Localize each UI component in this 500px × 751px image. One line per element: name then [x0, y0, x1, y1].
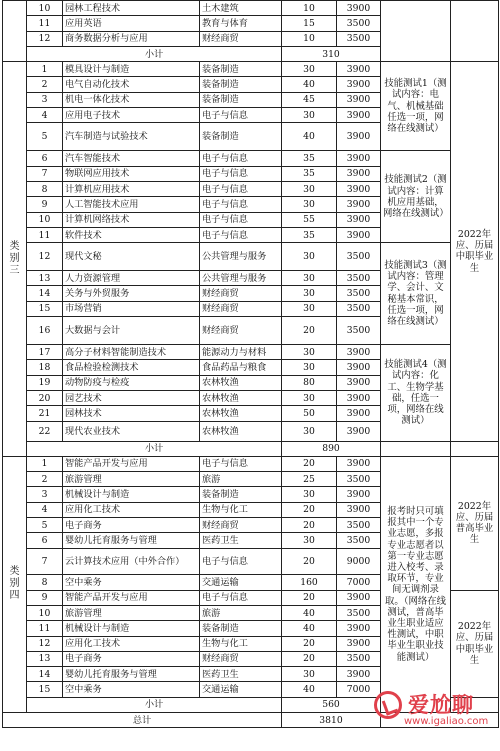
major-category-cell: 装备制造 [200, 62, 282, 77]
table-row [3, 62, 499, 77]
major-category-cell: 土木建筑 [200, 1, 282, 16]
empty-cell [381, 441, 451, 456]
major-name-cell: 智能产品开发与应用 [63, 590, 200, 605]
tuition-cell: 3900 [337, 590, 381, 605]
major-name-cell: 园林技术 [63, 406, 200, 421]
tuition-cell: 3500 [337, 651, 381, 666]
row-number-cell: 8 [27, 181, 63, 196]
major-category-cell: 装备制造 [200, 487, 282, 502]
major-category-cell: 财经商贸 [200, 518, 282, 533]
major-name-cell: 应用化工技术 [63, 502, 200, 517]
major-name-cell: 电子商务 [63, 518, 200, 533]
enrollment-count-cell: 35 [282, 227, 337, 242]
major-category-cell: 公共管理与服务 [200, 243, 282, 271]
row-number-cell: 12 [27, 31, 63, 46]
major-category-cell: 教育与体育 [200, 16, 282, 31]
row-number-cell: 4 [27, 502, 63, 517]
subtotal-label: 小计 [27, 441, 282, 456]
row-number-cell: 10 [27, 212, 63, 227]
subtotal-label: 小计 [27, 697, 282, 712]
tuition-cell: 7000 [337, 682, 381, 697]
major-name-cell: 人工智能技术应用 [63, 197, 200, 212]
major-name-cell: 空中乘务 [63, 682, 200, 697]
row-number-cell: 12 [27, 636, 63, 651]
row-number-cell: 1 [27, 62, 63, 77]
major-name-cell: 应用英语 [63, 16, 200, 31]
major-category-cell: 农林牧渔 [200, 390, 282, 405]
tuition-cell: 3900 [337, 123, 381, 151]
enrollment-count-cell: 20 [282, 518, 337, 533]
tuition-cell: 7000 [337, 574, 381, 590]
major-category-cell: 电子与信息 [200, 181, 282, 196]
row-number-cell: 14 [27, 667, 63, 682]
major-name-cell: 电气自动化技术 [63, 77, 200, 92]
major-category-cell: 旅游 [200, 472, 282, 487]
row-number-cell: 10 [27, 605, 63, 620]
tuition-cell: 3500 [337, 533, 381, 548]
enrollment-count-cell: 20 [282, 651, 337, 666]
subtotal-label: 小计 [27, 46, 282, 61]
major-name-cell: 电子商务 [63, 651, 200, 666]
row-number-cell: 15 [27, 301, 63, 316]
enrollment-count-cell: 30 [282, 286, 337, 301]
major-name-cell: 计算机应用技术 [63, 181, 200, 196]
enrollment-count-cell: 25 [282, 472, 337, 487]
tuition-cell: 3500 [337, 16, 381, 31]
enrollment-count-cell: 45 [282, 92, 337, 107]
enrollment-count-cell: 40 [282, 682, 337, 697]
row-number-cell: 9 [27, 590, 63, 605]
major-name-cell: 空中乘务 [63, 574, 200, 590]
applicant-target: 2022年应、历届普高毕业生 [451, 456, 499, 590]
tuition-cell: 3500 [337, 472, 381, 487]
tuition-cell: 3900 [337, 390, 381, 405]
major-name-cell: 物联网应用技术 [63, 166, 200, 181]
enrollment-count-cell: 40 [282, 605, 337, 620]
major-category-cell: 电子与信息 [200, 456, 282, 471]
major-name-cell: 汽车制造与试验技术 [63, 123, 200, 151]
major-category-cell: 装备制造 [200, 92, 282, 107]
table-row [3, 345, 499, 360]
major-category-cell: 交通运输 [200, 574, 282, 590]
major-name-cell: 现代农业技术 [63, 421, 200, 441]
major-category-cell: 装备制造 [200, 621, 282, 636]
subtotal-value: 310 [282, 46, 381, 61]
row-number-cell: 14 [27, 286, 63, 301]
enrollment-count-cell: 30 [282, 533, 337, 548]
major-category-cell: 电子与信息 [200, 197, 282, 212]
tuition-cell: 3900 [337, 636, 381, 651]
tuition-cell: 3900 [337, 62, 381, 77]
major-name-cell: 人力资源管理 [63, 271, 200, 286]
enrollment-count-cell: 30 [282, 181, 337, 196]
watermark-circle-icon [374, 691, 402, 719]
row-number-cell: 3 [27, 487, 63, 502]
major-category-cell: 财经商贸 [200, 651, 282, 666]
enrollment-count-cell: 10 [282, 1, 337, 16]
major-name-cell: 高分子材料智能制造技术 [63, 345, 200, 360]
major-name-cell: 云计算技术应用（中外合作） [63, 548, 200, 574]
tuition-cell: 3900 [337, 212, 381, 227]
row-number-cell: 6 [27, 533, 63, 548]
enrollment-count-cell: 20 [282, 548, 337, 574]
enrollment-count-cell: 40 [282, 123, 337, 151]
row-number-cell: 19 [27, 375, 63, 390]
tuition-cell: 3900 [337, 375, 381, 390]
major-name-cell: 应用电子技术 [63, 108, 200, 123]
table-row [3, 456, 499, 471]
subtotal-value: 890 [282, 441, 381, 456]
enrollment-count-cell: 30 [282, 62, 337, 77]
enrollment-count-cell: 30 [282, 487, 337, 502]
enrollment-count-cell: 30 [282, 197, 337, 212]
empty-cell [451, 441, 499, 456]
major-category-cell: 电子与信息 [200, 151, 282, 166]
total-label: 总计 [3, 712, 282, 727]
major-category-cell: 电子与信息 [200, 548, 282, 574]
major-name-cell: 旅游管理 [63, 605, 200, 620]
major-name-cell: 智能产品开发与应用 [63, 456, 200, 471]
skill-test-note: 技能测试1（测试内容：电气、机械基础任选一项，网络在线测试） [381, 62, 451, 151]
major-category-cell: 农林牧渔 [200, 421, 282, 441]
row-number-cell: 11 [27, 16, 63, 31]
enrollment-count-cell: 30 [282, 421, 337, 441]
enrollment-count-cell: 30 [282, 243, 337, 271]
category-three-label: 类别三 [3, 62, 27, 457]
enrollment-count-cell: 40 [282, 621, 337, 636]
major-category-cell: 电子与信息 [200, 212, 282, 227]
major-category-cell: 农林牧渔 [200, 375, 282, 390]
row-number-cell: 3 [27, 92, 63, 107]
enrollment-count-cell: 160 [282, 574, 337, 590]
subtotal-row [3, 441, 499, 456]
row-number-cell: 7 [27, 166, 63, 181]
row-number-cell: 13 [27, 651, 63, 666]
category-four-label: 类别四 [3, 456, 27, 712]
major-category-cell: 医药卫生 [200, 667, 282, 682]
major-name-cell: 商务数据分析与应用 [63, 31, 200, 46]
enrollment-count-cell: 35 [282, 166, 337, 181]
admission-note: 报考时只可填报其中一个专业志愿，多报专业志愿者以第一专业志愿进入校考、录取环节，专业间无调剂录取。（网络在线测试，普高毕业生职业适应性测试，中职毕业生职业技能测试） [381, 456, 451, 712]
major-name-cell: 模具设计与制造 [63, 62, 200, 77]
test-cell-prev [381, 1, 451, 62]
enrollment-count-cell: 20 [282, 502, 337, 517]
target-cell-prev [451, 1, 499, 62]
major-name-cell: 计算机网络技术 [63, 212, 200, 227]
row-number-cell: 8 [27, 574, 63, 590]
skill-test-note: 技能测试3（测试内容：管理学、会计、文秘基本常识，任选一项，网络在线测试） [381, 243, 451, 345]
major-category-cell: 电子与信息 [200, 166, 282, 181]
enrollment-count-cell: 20 [282, 456, 337, 471]
major-name-cell: 汽车智能技术 [63, 151, 200, 166]
major-category-cell: 生物与化工 [200, 502, 282, 517]
tuition-cell: 3500 [337, 301, 381, 316]
enrollment-table [2, 0, 499, 728]
row-number-cell: 17 [27, 345, 63, 360]
major-name-cell: 机电一体化技术 [63, 92, 200, 107]
major-name-cell: 关务与外贸服务 [63, 286, 200, 301]
tuition-cell: 3900 [337, 151, 381, 166]
major-category-cell: 医药卫生 [200, 533, 282, 548]
row-number-cell: 5 [27, 518, 63, 533]
tuition-cell: 3900 [337, 360, 381, 375]
row-number-cell: 22 [27, 421, 63, 441]
tuition-cell: 3900 [337, 1, 381, 16]
row-number-cell: 2 [27, 77, 63, 92]
tuition-cell: 3900 [337, 406, 381, 421]
major-category-cell: 装备制造 [200, 77, 282, 92]
major-category-cell: 电子与信息 [200, 108, 282, 123]
table-row [3, 151, 499, 166]
applicant-target: 2022年应、历届中职毕业生 [451, 62, 499, 441]
enrollment-count-cell: 55 [282, 212, 337, 227]
major-name-cell: 市场营销 [63, 301, 200, 316]
tuition-cell: 3500 [337, 518, 381, 533]
row-number-cell: 9 [27, 197, 63, 212]
row-number-cell: 7 [27, 548, 63, 574]
tuition-cell: 3900 [337, 227, 381, 242]
major-category-cell: 农林牧渔 [200, 406, 282, 421]
major-name-cell: 机械设计与制造 [63, 621, 200, 636]
major-category-cell: 财经商贸 [200, 286, 282, 301]
major-name-cell: 应用化工技术 [63, 636, 200, 651]
row-number-cell: 5 [27, 123, 63, 151]
major-name-cell: 园艺技术 [63, 390, 200, 405]
major-category-cell: 能源动力与材料 [200, 345, 282, 360]
tuition-cell: 3900 [337, 621, 381, 636]
tuition-cell: 3500 [337, 31, 381, 46]
major-category-cell: 财经商贸 [200, 31, 282, 46]
skill-test-note: 技能测试4（测试内容：化工、生物学基础，任选一项，网络在线测试） [381, 345, 451, 441]
row-number-cell: 1 [27, 456, 63, 471]
row-number-cell: 15 [27, 682, 63, 697]
watermark-name: 爱尬聊 [408, 693, 474, 717]
major-name-cell: 园林工程技术 [63, 1, 200, 16]
row-number-cell: 18 [27, 360, 63, 375]
tuition-cell: 3900 [337, 487, 381, 502]
subtotal-value: 560 [282, 697, 381, 712]
tuition-cell: 3900 [337, 667, 381, 682]
major-name-cell: 机械设计与制造 [63, 487, 200, 502]
tuition-cell: 3900 [337, 421, 381, 441]
skill-test-note: 技能测试2（测试内容：计算机应用基础，网络在线测试） [381, 151, 451, 243]
row-number-cell: 12 [27, 243, 63, 271]
row-number-cell: 10 [27, 1, 63, 16]
enrollment-count-cell: 50 [282, 406, 337, 421]
major-category-cell: 装备制造 [200, 123, 282, 151]
enrollment-count-cell: 30 [282, 360, 337, 375]
watermark-url: www.igaliao.com [404, 716, 489, 727]
major-name-cell: 婴幼儿托育服务与管理 [63, 533, 200, 548]
row-number-cell: 11 [27, 621, 63, 636]
row-number-cell: 13 [27, 271, 63, 286]
major-category-cell: 旅游 [200, 605, 282, 620]
enrollment-count-cell: 30 [282, 271, 337, 286]
major-name-cell: 旅游管理 [63, 472, 200, 487]
major-name-cell: 现代文秘 [63, 243, 200, 271]
tuition-cell: 3900 [337, 181, 381, 196]
total-value: 3810 [282, 712, 381, 727]
row-number-cell: 16 [27, 317, 63, 345]
category-cell-prev [3, 1, 27, 62]
major-name-cell: 软件技术 [63, 227, 200, 242]
major-category-cell: 财经商贸 [200, 317, 282, 345]
tuition-cell: 3500 [337, 286, 381, 301]
tuition-cell: 9000 [337, 548, 381, 574]
row-number-cell: 20 [27, 390, 63, 405]
major-category-cell: 食品药品与粮食 [200, 360, 282, 375]
enrollment-count-cell: 35 [282, 151, 337, 166]
enrollment-count-cell: 30 [282, 301, 337, 316]
watermark-logo [374, 689, 494, 731]
tuition-cell: 3900 [337, 345, 381, 360]
enrollment-count-cell: 15 [282, 16, 337, 31]
tuition-cell: 3900 [337, 108, 381, 123]
major-name-cell: 食品检验检测技术 [63, 360, 200, 375]
row-number-cell: 4 [27, 108, 63, 123]
major-category-cell: 生物与化工 [200, 636, 282, 651]
tuition-cell: 3500 [337, 243, 381, 271]
tuition-cell: 3900 [337, 92, 381, 107]
major-category-cell: 公共管理与服务 [200, 271, 282, 286]
row-number-cell: 21 [27, 406, 63, 421]
enrollment-count-cell: 10 [282, 31, 337, 46]
tuition-cell: 3900 [337, 166, 381, 181]
enrollment-count-cell: 80 [282, 375, 337, 390]
enrollment-count-cell: 20 [282, 636, 337, 651]
major-category-cell: 电子与信息 [200, 590, 282, 605]
tuition-cell: 3900 [337, 456, 381, 471]
enrollment-count-cell: 40 [282, 77, 337, 92]
major-name-cell: 婴幼儿托育服务与管理 [63, 667, 200, 682]
tuition-cell: 3500 [337, 271, 381, 286]
applicant-target: 2022年应、历届中职毕业生 [451, 590, 499, 697]
enrollment-count-cell: 20 [282, 317, 337, 345]
major-category-cell: 财经商贸 [200, 301, 282, 316]
enrollment-count-cell: 20 [282, 590, 337, 605]
major-name-cell: 大数据与会计 [63, 317, 200, 345]
enrollment-count-cell: 30 [282, 108, 337, 123]
table-row [3, 243, 499, 271]
tuition-cell: 3900 [337, 77, 381, 92]
row-number-cell: 2 [27, 472, 63, 487]
enrollment-count-cell: 30 [282, 390, 337, 405]
tuition-cell: 3500 [337, 605, 381, 620]
major-category-cell: 电子与信息 [200, 227, 282, 242]
major-name-cell: 动物防疫与检疫 [63, 375, 200, 390]
tuition-cell: 3500 [337, 317, 381, 345]
enrollment-count-cell: 30 [282, 345, 337, 360]
row-number-cell: 6 [27, 151, 63, 166]
tuition-cell: 3900 [337, 197, 381, 212]
major-category-cell: 交通运输 [200, 682, 282, 697]
table-row [3, 1, 499, 16]
row-number-cell: 11 [27, 227, 63, 242]
tuition-cell: 3900 [337, 502, 381, 517]
enrollment-count-cell: 30 [282, 667, 337, 682]
